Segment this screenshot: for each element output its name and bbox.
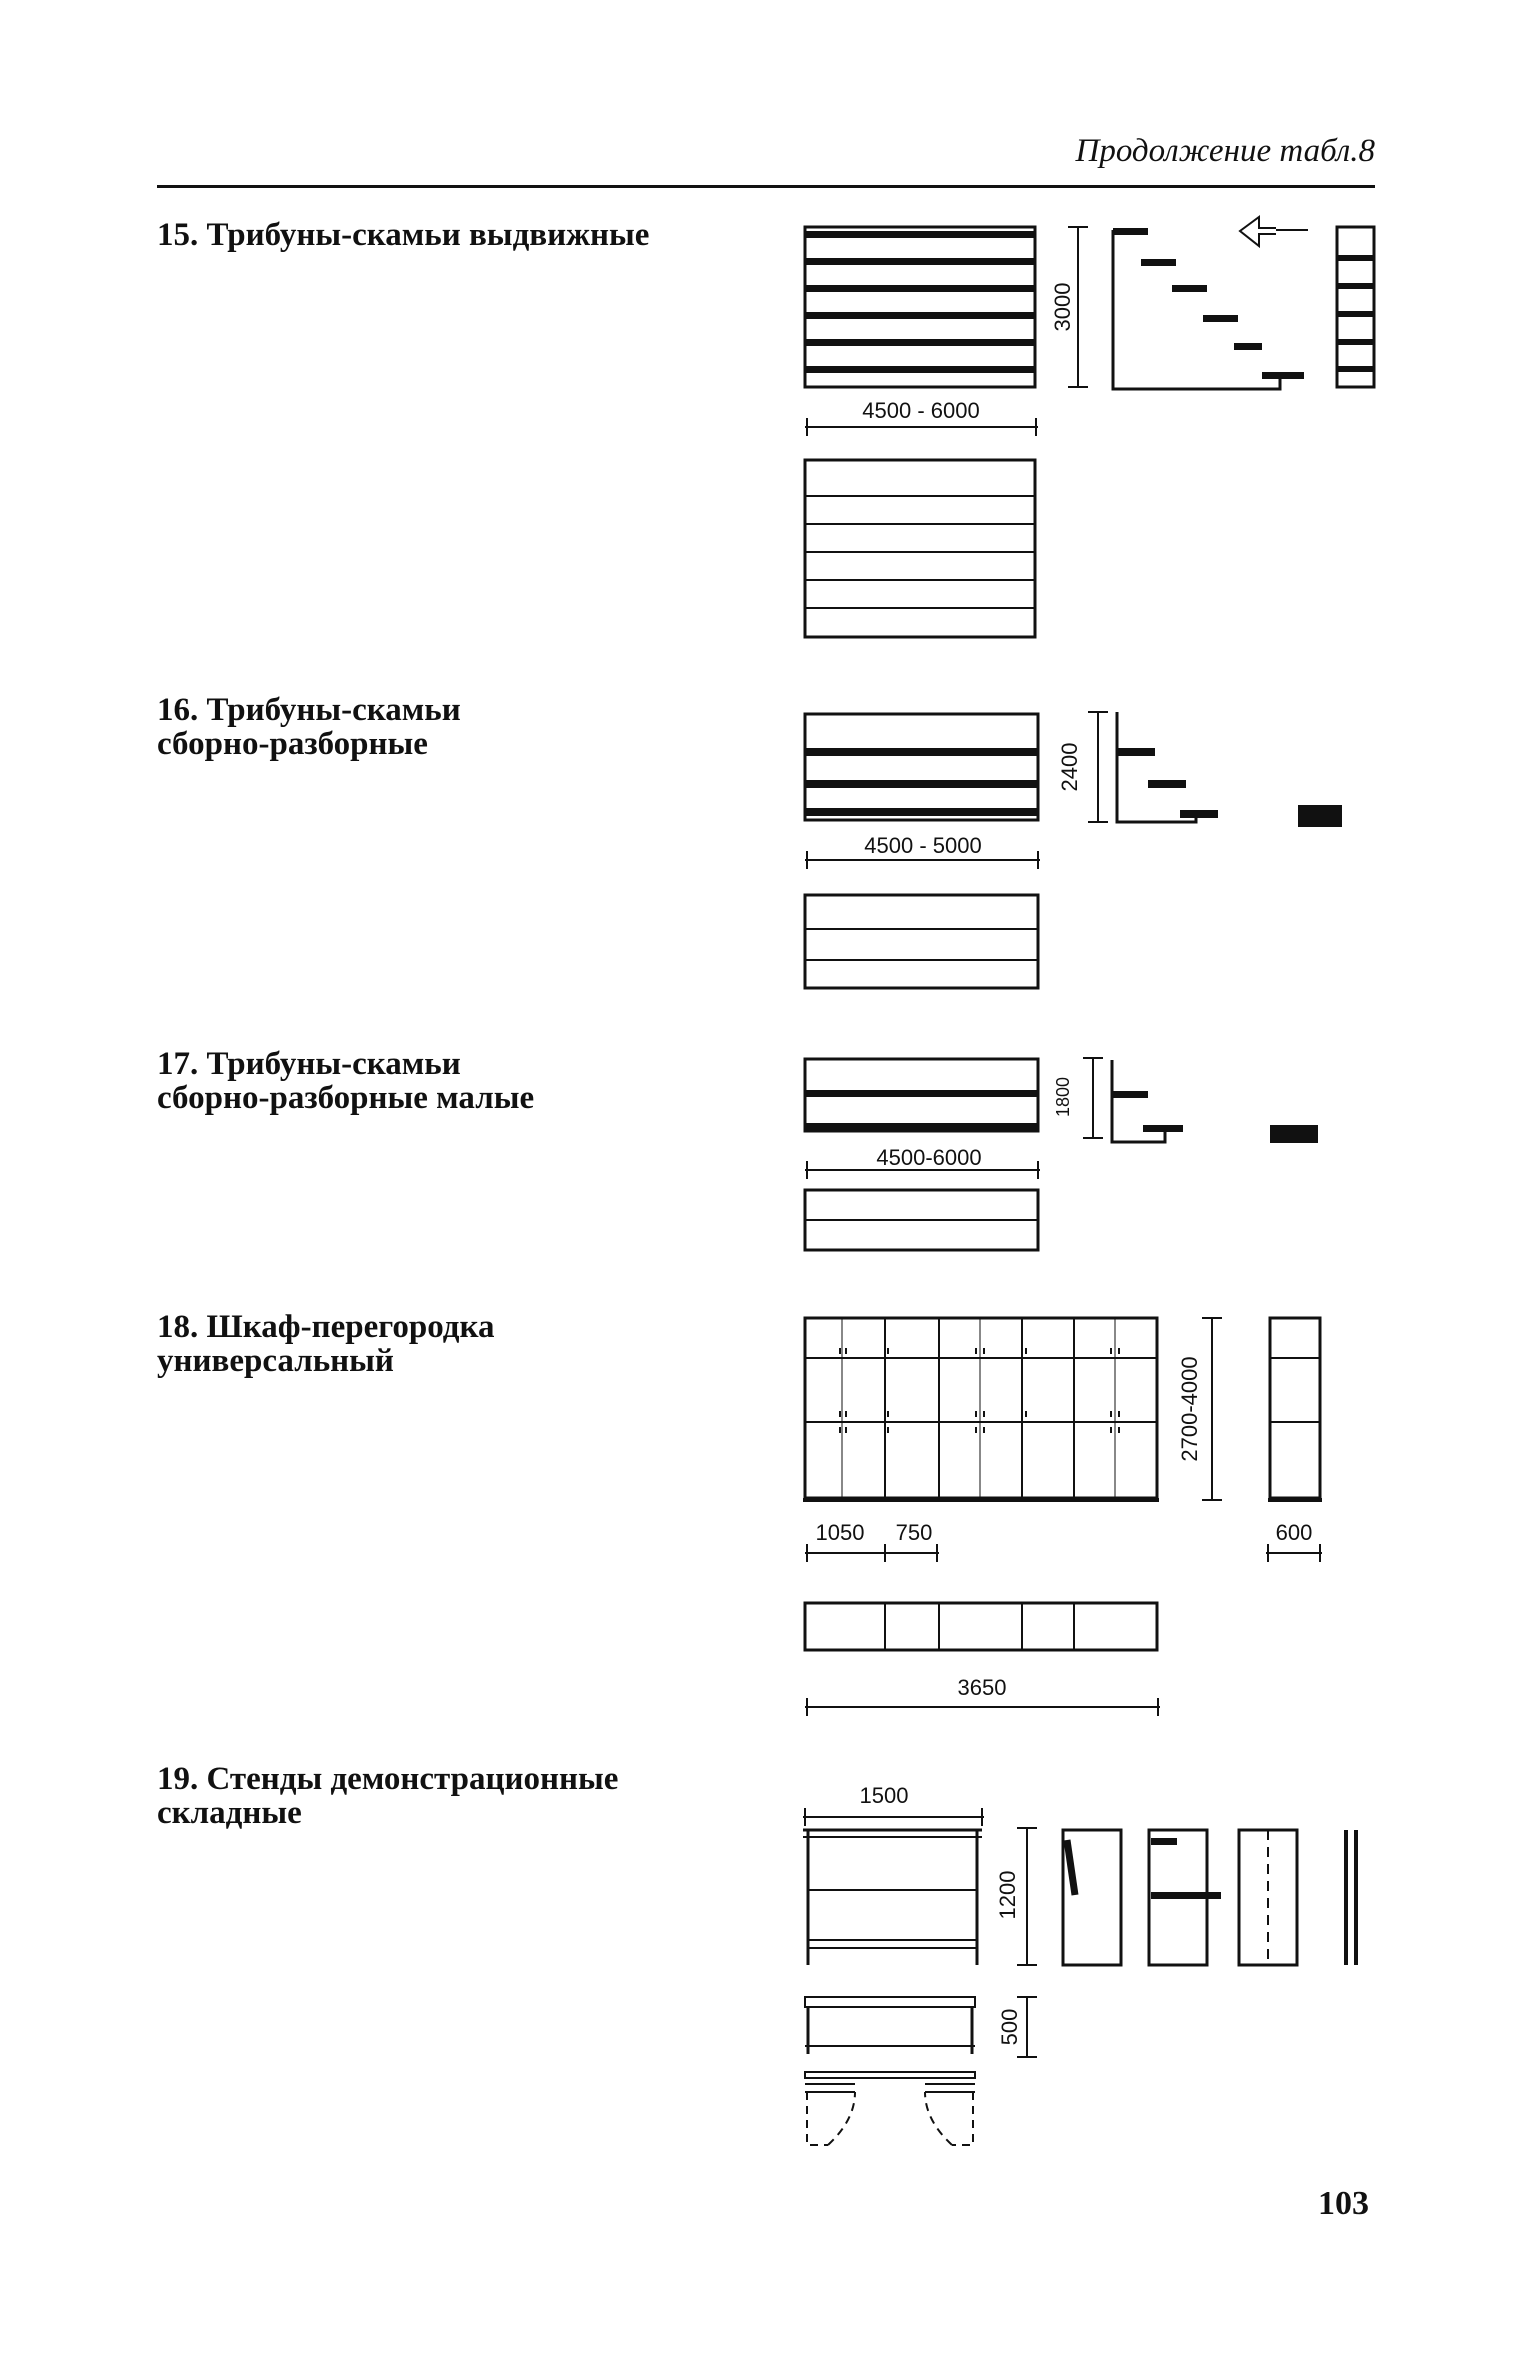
item-19-height-label: 1200 (995, 1870, 1020, 1920)
item-18-side-elevation (1268, 1318, 1322, 1500)
item-16-section-view (1117, 712, 1218, 822)
item-15-height-label: 3000 (1050, 282, 1075, 332)
arrow-left-icon (1240, 217, 1308, 246)
item-17-height-dimension (1083, 1058, 1103, 1138)
item-19-title-line-1: 19. Стенды демонстрационные (157, 1761, 619, 1797)
item-19-folding-sequence (1063, 1830, 1356, 1965)
item-16-plan-folded (805, 895, 1038, 988)
item-17-height-label: 1800 (1053, 1076, 1073, 1118)
item-19-depth-label: 500 (997, 2008, 1022, 2046)
item-18-drawing (803, 1318, 1322, 1716)
item-19-front-elevation (803, 1830, 982, 1965)
item-16-plan-extended (805, 714, 1038, 820)
item-15-plan-folded (805, 460, 1035, 637)
item-16-height-dimension (1088, 712, 1108, 822)
item-17-title-line-1: 17. Трибуны-скамьи (157, 1046, 461, 1082)
item-18-module-a-label: 1050 (815, 1520, 865, 1545)
item-15-side-view-folded (1337, 227, 1374, 387)
item-17-drawing (805, 1058, 1318, 1250)
item-18-title-line-1: 18. Шкаф-перегородка (157, 1309, 495, 1345)
item-19-drawing (803, 1783, 1356, 2145)
item-19-title-line-2: складные (157, 1795, 302, 1831)
item-18-module-dimension (805, 1544, 939, 1562)
item-17-plan-folded (805, 1190, 1038, 1250)
item-15-section-view (1113, 228, 1304, 389)
table-continuation-caption: Продолжение табл.8 (1075, 133, 1375, 169)
item-17-plan-extended (805, 1059, 1038, 1131)
item-18-total-dimension (805, 1698, 1160, 1716)
item-19-height-dimension (1017, 1828, 1037, 1965)
item-15-plan-extended (805, 227, 1035, 387)
item-19-side-elevation (805, 1997, 975, 2054)
item-18-height-dimension (1202, 1318, 1222, 1500)
item-19-width-dimension (803, 1808, 984, 1826)
item-15-title: 15. Трибуны-скамьи выдвижные (157, 217, 650, 253)
item-17-stacked-view (1270, 1125, 1318, 1143)
item-17-width-label: 4500-6000 (876, 1145, 982, 1170)
item-19-plan-view (805, 2072, 975, 2145)
item-16-height-label: 2400 (1057, 742, 1082, 792)
item-16-drawing (805, 712, 1342, 988)
item-18-depth-label: 600 (1275, 1520, 1313, 1545)
item-15-drawing (805, 217, 1374, 637)
item-16-title-line-1: 16. Трибуны-скамьи (157, 692, 461, 728)
item-19-width-label: 1500 (859, 1783, 909, 1808)
item-17-section-view (1112, 1060, 1183, 1142)
item-18-front-elevation (803, 1318, 1159, 1500)
item-18-title-line-2: универсальный (157, 1343, 394, 1379)
item-16-stacked-view (1298, 805, 1342, 827)
item-15-width-label: 4500 - 6000 (862, 398, 980, 423)
item-18-total-label: 3650 (957, 1675, 1007, 1700)
item-18-height-label: 2700-4000 (1177, 1356, 1202, 1462)
item-17-title-line-2: сборно-разборные малые (157, 1080, 535, 1116)
item-16-width-label: 4500 - 5000 (864, 833, 982, 858)
item-18-plan-view (805, 1603, 1157, 1650)
page-number: 103 (1318, 2185, 1369, 2222)
item-16-title-line-2: сборно-разборные (157, 726, 428, 762)
item-18-module-b-label: 750 (895, 1520, 933, 1545)
item-18-depth-dimension (1266, 1544, 1322, 1562)
